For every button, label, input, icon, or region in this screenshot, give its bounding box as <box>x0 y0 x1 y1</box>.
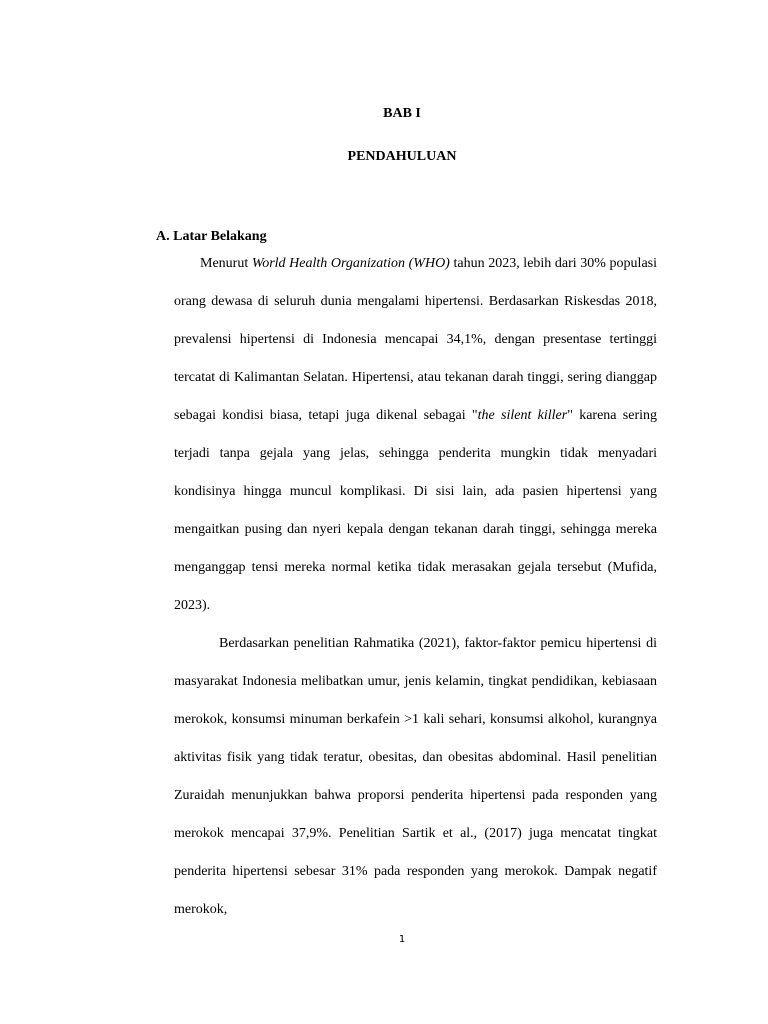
paragraph-1-part-3: " karena sering terjadi tanpa gejala yang jelas, sehingga penderita mungkin tidak menyadari kondisinya hingga muncul komplikasi. Di sisi lain, ada pasien hipertensi yang mengaitkan pusing dan nyeri kepala dengan tekanan darah tinggi, sehingga mereka menganggap tensi mereka normal ketika tidak merasakan gejala tersebut (Mufida, 2023). <box>174 408 658 613</box>
body-text <box>174 245 657 929</box>
page-number: 1 <box>398 934 406 945</box>
paragraph-2: Berdasarkan penelitian Rahmatika (2021), faktor-faktor pemicu hipertensi di masyarakat Indonesia melibatkan umur, jenis kelamin, tingkat pendidikan, kebiasaan merokok, konsumsi minuman berkafein >1 kali sehari, konsumsi alkohol, kurangnya aktivitas fisik yang tidak teratur, obesitas, dan obesitas abdominal. Hasil penelitian Zuraidah menunjukkan bahwa proporsi penderita hipertensi pada responden yang merokok mencapai 37,9%. Penelitian Sartik et al., (2017) juga mencatat tingkat penderita hipertensi sebesar 31% pada responden yang merokok. Dampak negatif merokok, <box>174 636 657 917</box>
silent-killer-term: the silent killer <box>477 408 568 423</box>
chapter-number: BAB I <box>383 106 421 121</box>
who-term: World Health Organization (WHO) <box>251 256 450 271</box>
chapter-title: PENDAHULUAN <box>347 149 457 164</box>
section-heading: A. Latar Belakang <box>156 229 267 244</box>
paragraph-1 <box>174 245 657 625</box>
paragraph-1-part-1: Menurut <box>200 256 252 271</box>
paragraph-1-part-2: tahun 2023, lebih dari 30% populasi orang dewasa di seluruh dunia mengalami hipertensi. Berdasarkan Riskesdas 2018, prevalensi hipertensi di Indonesia mencapai 34,1%, dengan presentase tertinggi tercatat di Kalimantan Selatan. Hipertensi, atau tekanan darah tinggi, sering dianggap sebagai kondisi biasa, tetapi juga dikenal sebagai " <box>174 256 658 423</box>
